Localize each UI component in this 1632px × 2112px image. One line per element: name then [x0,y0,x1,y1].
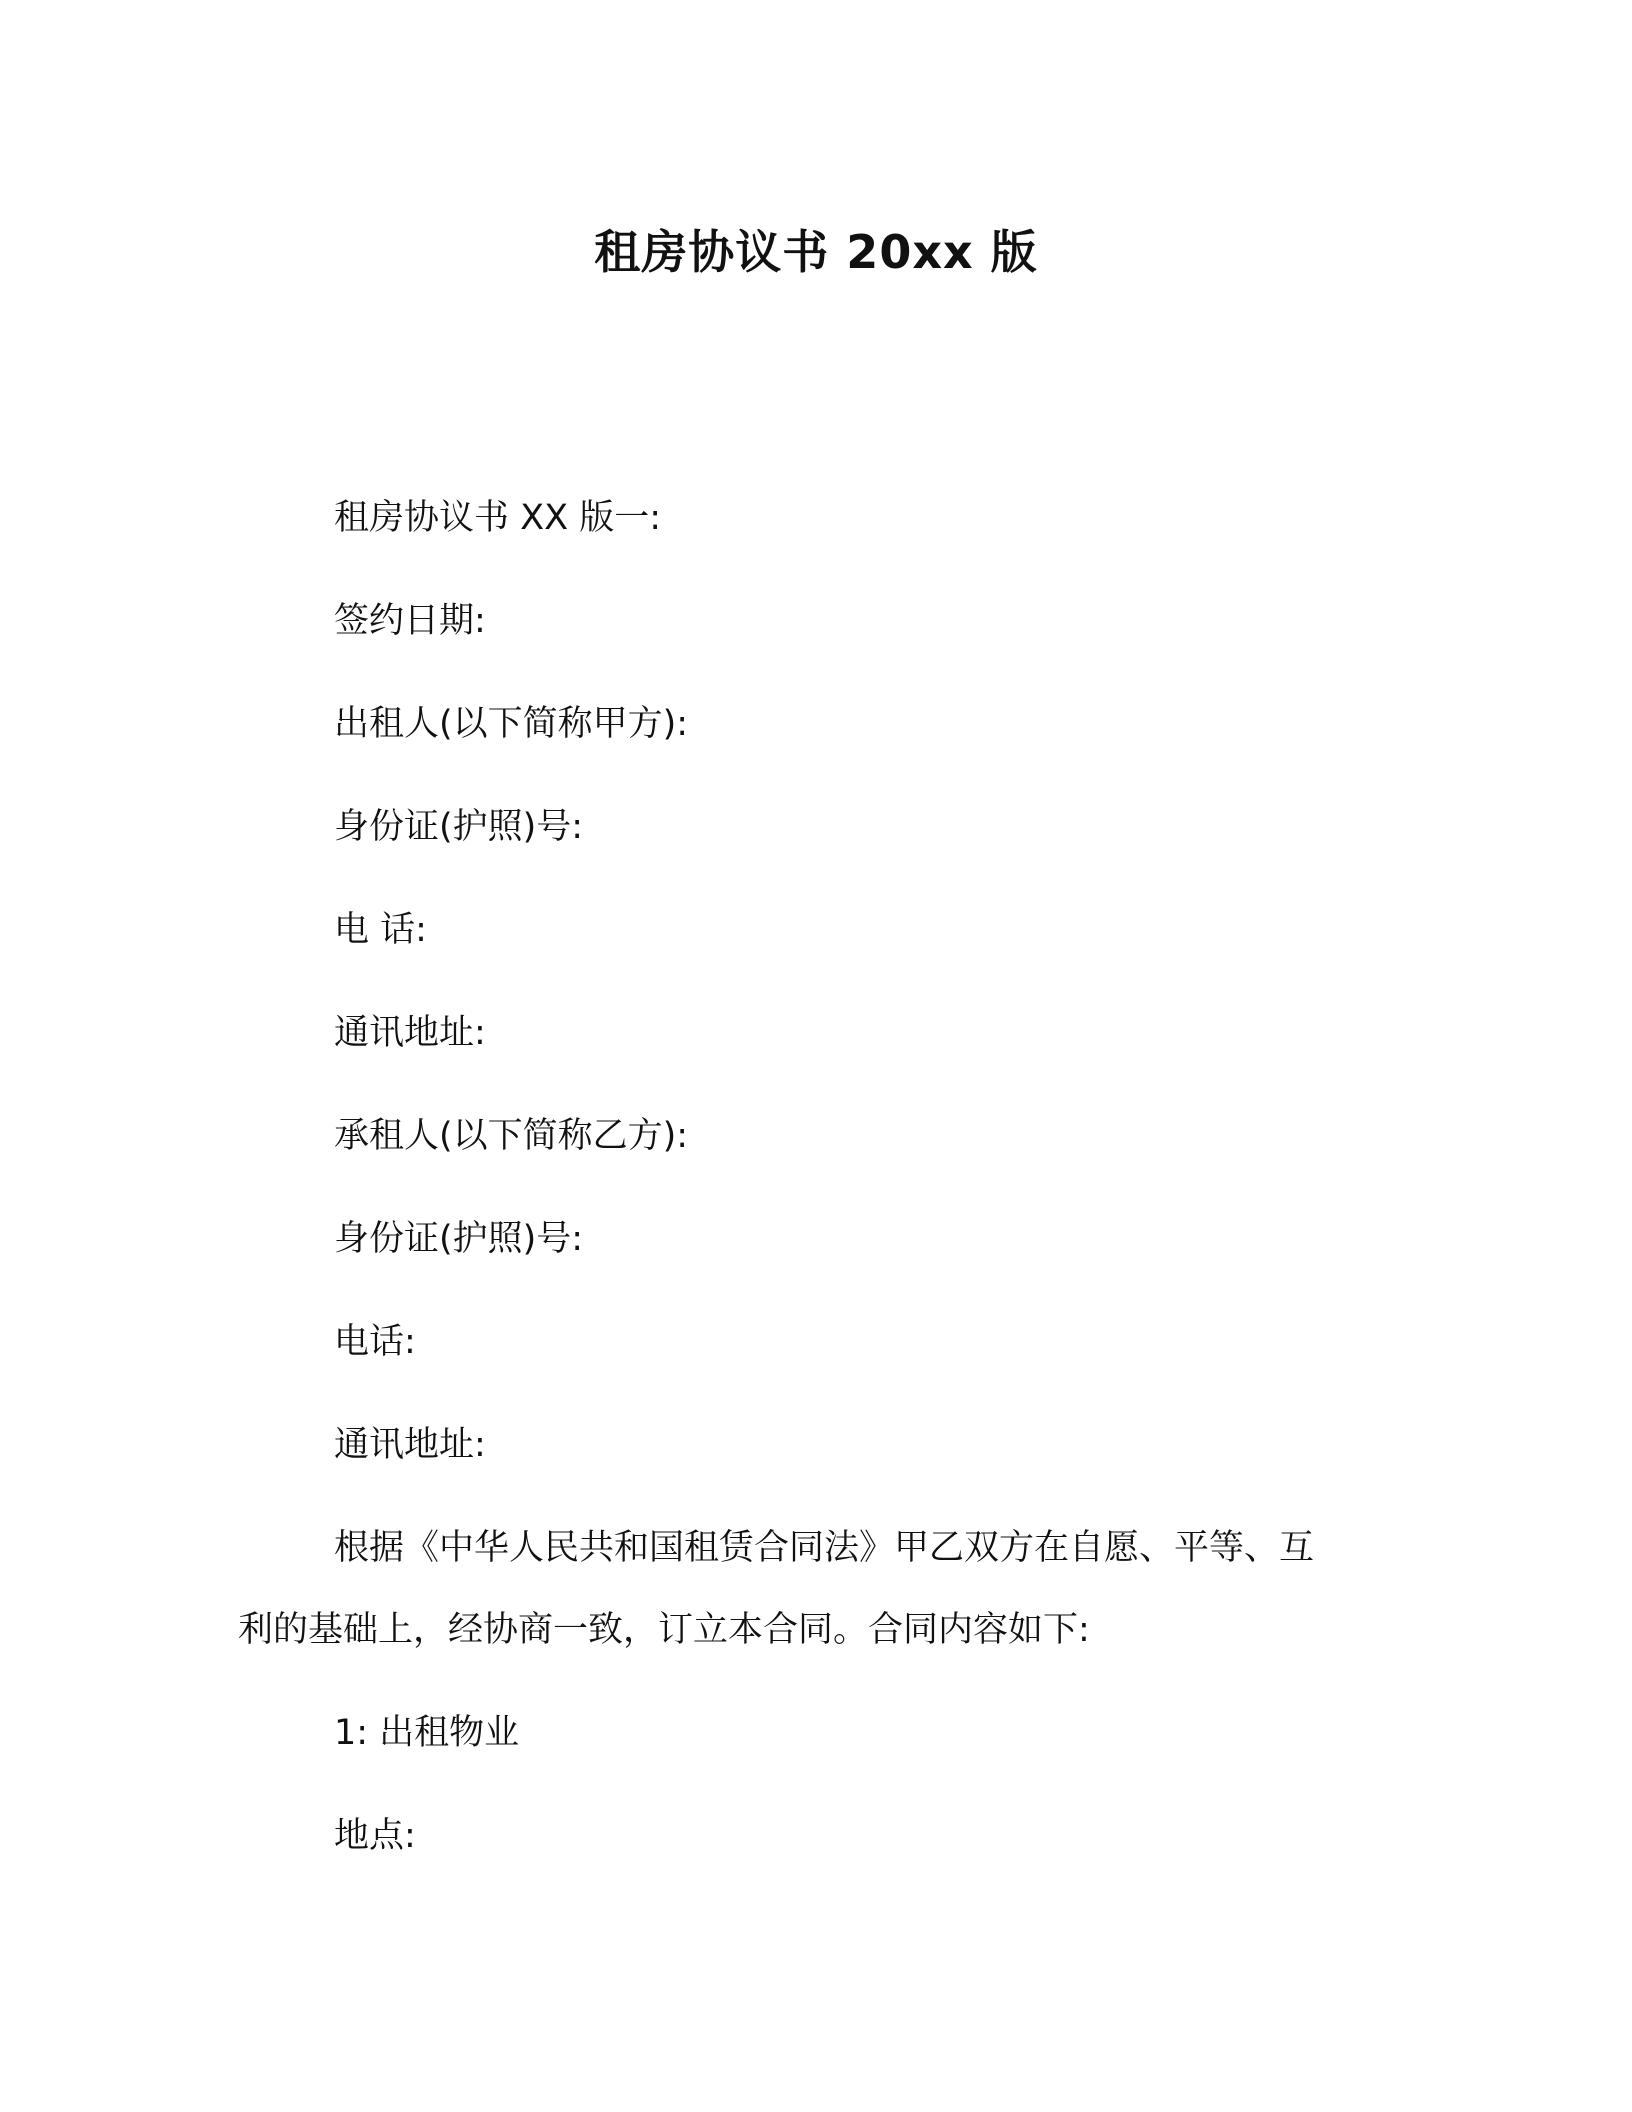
subtitle-line: 租房协议书 XX 版一: [334,498,661,538]
lessee-label: 承租人(以下简称乙方): [334,1116,689,1156]
lessor-address-label: 通讯地址: [334,1013,486,1053]
lessor-id-label: 身份证(护照)号: [334,807,584,847]
document-title: 租房协议书 20xx 版 [594,225,1038,279]
intro-paragraph-line-2: 利的基础上，经协商一致，订立本合同。合同内容如下: [238,1610,1090,1650]
location-label: 地点: [334,1816,416,1856]
signing-date-label: 签约日期: [334,601,486,641]
lessor-phone-label: 电 话: [334,910,427,950]
lessee-address-label: 通讯地址: [334,1425,486,1465]
lessee-phone-label: 电话: [334,1322,416,1362]
lessor-label: 出租人(以下简称甲方): [334,704,689,744]
lessee-id-label: 身份证(护照)号: [334,1219,584,1259]
intro-paragraph [238,1524,1378,1654]
section-heading: 1: 出租物业 [334,1713,520,1753]
intro-paragraph-line-1: 根据《中华人民共和国租赁合同法》甲乙双方在自愿、平等、互 [334,1528,1315,1568]
